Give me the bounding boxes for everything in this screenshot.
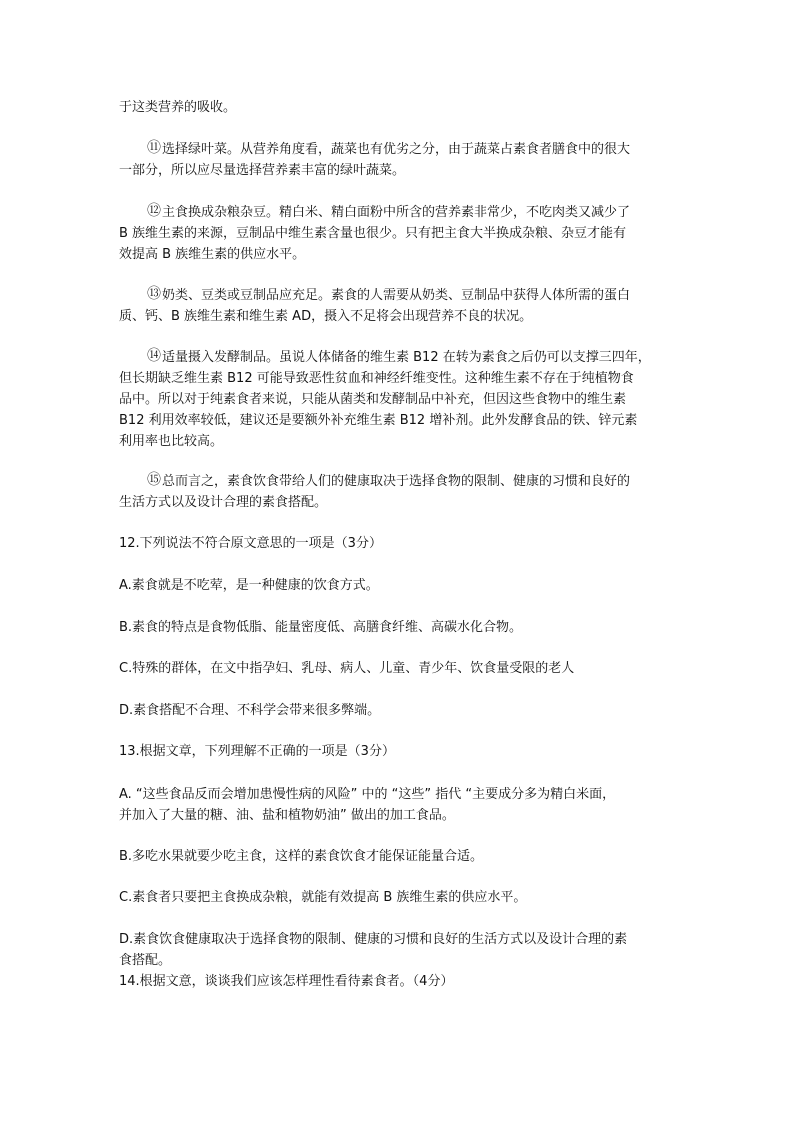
paragraph-number: ⑭	[147, 348, 161, 364]
text-line: 质、钙、B 族维生素和维生素 AD，摄入不足将会出现营养不良的状况。	[119, 309, 533, 324]
paragraph-number: ⑫	[147, 203, 161, 219]
question-13-option-d	[119, 929, 679, 971]
text-line: 总而言之，素食饮食带给人们的健康取决于选择食物的限制、健康的习惯和良好的	[162, 474, 631, 489]
text-line: 效提高 B 族维生素的供应水平。	[119, 247, 306, 262]
question-12-option-a: A.素食就是不吃荤，是一种健康的饮食方式。	[119, 578, 379, 593]
question-12-option-c: C.特殊的群体，在文中指孕妇、乳母、病人、儿童、青少年、饮食量受限的老人	[119, 661, 575, 676]
paragraph-11	[119, 139, 679, 181]
question-12-option-d: D.素食搭配不合理、不科学会带来很多弊端。	[119, 703, 381, 718]
paragraph-12	[119, 202, 679, 265]
paragraph-number: ⑪	[147, 140, 161, 156]
paragraph-number: ⑮	[147, 472, 161, 488]
text-line: A. “这些食品反而会增加患慢性病的风险” 中的 “这些” 指代 “主要成分多为精白米面，	[119, 787, 616, 802]
text-line: 适量摄入发酵制品。虽说人体储备的维生素 B12 在转为素食之后仍可以支撑三四年，	[162, 350, 651, 365]
text-line: 生活方式以及设计合理的素食搭配。	[119, 495, 328, 510]
text-line: 食搭配。	[119, 953, 172, 968]
text-line: 于这类营养的吸收。	[119, 100, 237, 115]
text-line: 利用率也比较高。	[119, 434, 224, 449]
paragraph-15	[119, 471, 679, 513]
text-line: 并加入了大量的糖、油、盐和植物奶油” 做出的加工食品。	[119, 808, 455, 823]
question-13-option-c: C.素食者只要把主食换成杂粮，就能有效提高 B 族维生素的供应水平。	[119, 890, 527, 905]
text-line: 选择绿叶菜。从营养角度看，蔬菜也有优劣之分，由于蔬菜占素食者膳食中的很大	[162, 142, 631, 157]
question-13-option-b: B.多吃水果就要少吃主食，这样的素食饮食才能保证能量合适。	[119, 849, 484, 864]
text-line: 主食换成杂粮杂豆。精白米、精白面粉中所含的营养素非常少，不吃肉类又减少了	[162, 205, 631, 220]
question-13-option-a	[119, 784, 679, 826]
text-line: B 族维生素的来源，豆制品中维生素含量也很少。只有把主食大半换成杂粮、杂豆才能有	[119, 226, 627, 241]
paragraph-number: ⑬	[147, 286, 161, 302]
question-13-stem: 13.根据文章，下列理解不正确的一项是（3分）	[119, 744, 395, 759]
question-12-option-b: B.素食的特点是食物低脂、能量密度低、高膳食纤维、高碳水化合物。	[119, 620, 523, 635]
question-12-stem: 12.下列说法不符合原文意思的一项是（3分）	[119, 536, 382, 551]
text-line: 奶类、豆类或豆制品应充足。素食的人需要从奶类、豆制品中获得人体所需的蛋白	[162, 288, 631, 303]
lead-line	[119, 97, 679, 118]
text-line: 品中。所以对于纯素食者来说，只能从菌类和发酵制品中补充，但因这些食物中的维生素	[119, 392, 627, 407]
text-line: D.素食饮食健康取决于选择食物的限制、健康的习惯和良好的生活方式以及设计合理的素	[119, 932, 628, 947]
text-line: 一部分，所以应尽量选择营养素丰富的绿叶蔬菜。	[119, 163, 406, 178]
text-line: B12 利用效率较低，建议还是要额外补充维生素 B12 增补剂。此外发酵食品的铁、锌元素	[119, 413, 638, 428]
paragraph-13	[119, 285, 679, 327]
paragraph-14	[119, 347, 679, 452]
text-line: 但长期缺乏维生素 B12 可能导致恶性贫血和神经纤维变性。这种维生素不存在于纯植物食	[119, 371, 634, 386]
question-14-stem: 14.根据文意，谈谈我们应该怎样理性看待素食者。（4分）	[119, 974, 454, 989]
